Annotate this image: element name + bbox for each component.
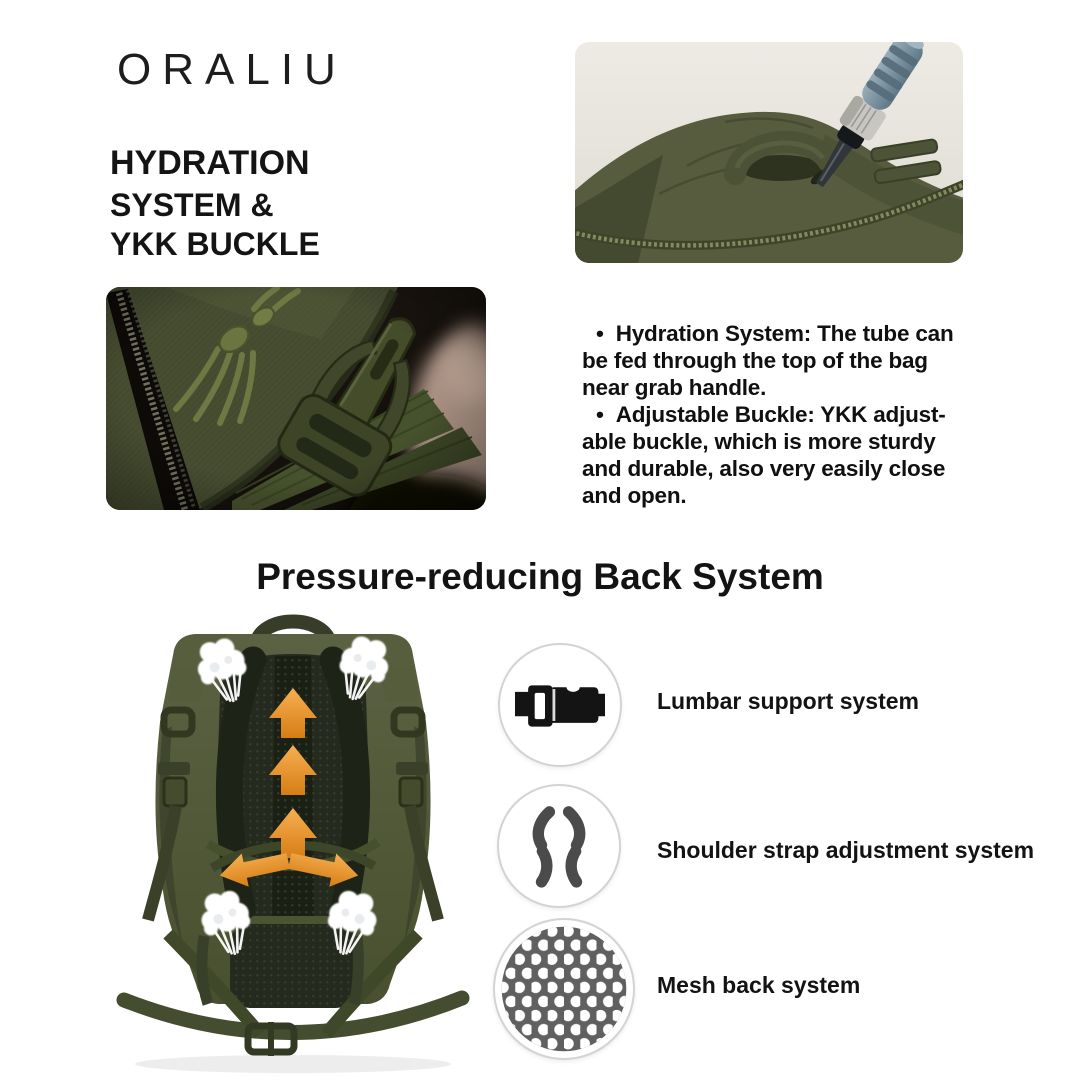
hero-title-line-1: HYDRATION [110, 144, 310, 182]
brand-logo: ORALIU [117, 45, 347, 94]
bullet-line: be fed through the top of the bag [582, 348, 928, 373]
backpack-back-illustration [108, 602, 478, 1080]
feature-icon-circle-lumbar [498, 643, 622, 767]
hero-title [110, 140, 320, 264]
hero-title-line-3: YKK BUCKLE [110, 226, 320, 262]
feature-icon-circle-shoulder [497, 784, 621, 908]
hydration-tube-photo [575, 42, 963, 263]
feature-label: Shoulder strap adjustment system [657, 837, 1035, 863]
buckle-icon [515, 660, 605, 750]
backpack-back-art [108, 602, 478, 1080]
ykk-buckle-photo [106, 287, 486, 510]
hydration-tube-photo-art [575, 42, 963, 263]
bullet-line: near grab handle. [582, 375, 767, 400]
feature-label: Mesh back system [657, 972, 861, 998]
bullet-line: and durable, also very easily close [582, 456, 946, 481]
bullet-text: Adjustable Buckle: YKK adjust- [615, 402, 946, 427]
feature-bullets [582, 320, 954, 509]
shoulder-straps-icon [517, 804, 601, 888]
bullet-line: able buckle, which is more sturdy [582, 429, 936, 454]
bullet-line [582, 320, 954, 347]
bullet-line: and open. [582, 483, 687, 508]
ykk-buckle-photo-art [106, 287, 486, 510]
bullet-line [582, 401, 954, 428]
bullet-dot: • [596, 321, 604, 346]
feature-label: Lumbar support system [657, 688, 919, 714]
bullet-dot: • [596, 402, 604, 427]
section-title: Pressure-reducing Back System [256, 556, 824, 597]
bullet-text: Hydration System: The tube can [615, 321, 954, 346]
hero-title-line-2: SYSTEM & [110, 187, 274, 223]
feature-icon-circle-mesh [493, 918, 635, 1060]
mesh-icon [499, 924, 629, 1054]
